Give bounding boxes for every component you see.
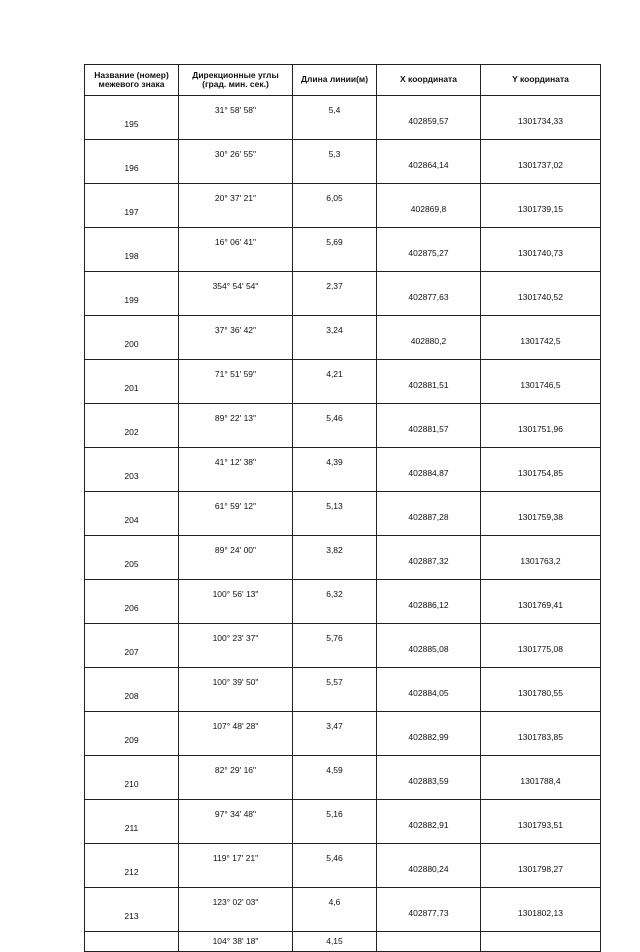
y-spacer bbox=[481, 800, 601, 821]
angle-spacer bbox=[179, 776, 293, 800]
point-row bbox=[85, 116, 601, 140]
direction-angle: 89° 24' 00" bbox=[179, 536, 293, 557]
point-spacer bbox=[85, 668, 179, 689]
point-row bbox=[85, 688, 601, 712]
angle-spacer bbox=[179, 556, 293, 580]
line-row bbox=[85, 844, 601, 865]
angle-spacer bbox=[179, 292, 293, 316]
header-y: Y координата bbox=[481, 65, 601, 96]
point-row bbox=[85, 776, 601, 800]
point-spacer bbox=[85, 756, 179, 777]
y-spacer bbox=[481, 712, 601, 733]
angle-spacer bbox=[179, 160, 293, 184]
y-coordinate: 1301783,85 bbox=[481, 732, 601, 756]
y-coordinate: 1301740,73 bbox=[481, 248, 601, 272]
y-spacer bbox=[481, 580, 601, 601]
point-row bbox=[85, 556, 601, 580]
x-spacer bbox=[377, 360, 481, 381]
x-spacer bbox=[377, 536, 481, 557]
y-spacer bbox=[481, 272, 601, 293]
point-name: 200 bbox=[85, 336, 179, 360]
line-length: 5,46 bbox=[293, 844, 377, 865]
line-length: 4,59 bbox=[293, 756, 377, 777]
angle-spacer bbox=[179, 820, 293, 844]
x-spacer bbox=[377, 316, 481, 337]
length-spacer bbox=[293, 908, 377, 932]
point-name: 197 bbox=[85, 204, 179, 228]
line-row bbox=[85, 96, 601, 117]
point-spacer bbox=[85, 800, 179, 821]
point-row bbox=[85, 864, 601, 888]
line-row bbox=[85, 800, 601, 821]
x-coordinate: 402877,73 bbox=[377, 908, 481, 932]
angle-spacer bbox=[179, 732, 293, 756]
angle-spacer bbox=[179, 468, 293, 492]
angle-spacer bbox=[179, 600, 293, 624]
point-row bbox=[85, 600, 601, 624]
y-spacer bbox=[481, 360, 601, 381]
x-spacer bbox=[377, 756, 481, 777]
line-row bbox=[85, 140, 601, 161]
point-name: 207 bbox=[85, 644, 179, 668]
line-row bbox=[85, 492, 601, 513]
angle-spacer bbox=[179, 908, 293, 932]
direction-angle: 31° 58' 58" bbox=[179, 96, 293, 117]
y-coordinate: 1301798,27 bbox=[481, 864, 601, 888]
y-spacer bbox=[481, 140, 601, 161]
point-name: 213 bbox=[85, 908, 179, 932]
length-spacer bbox=[293, 336, 377, 360]
y-spacer bbox=[481, 448, 601, 469]
point-row bbox=[85, 820, 601, 844]
line-length: 3,82 bbox=[293, 536, 377, 557]
point-spacer bbox=[85, 844, 179, 865]
length-spacer bbox=[293, 776, 377, 800]
y-coordinate: 1301763,2 bbox=[481, 556, 601, 580]
point-name: 195 bbox=[85, 116, 179, 140]
line-length: 6,32 bbox=[293, 580, 377, 601]
direction-angle: 41° 12' 38" bbox=[179, 448, 293, 469]
line-row bbox=[85, 448, 601, 469]
point-spacer bbox=[85, 448, 179, 469]
line-length: 3,24 bbox=[293, 316, 377, 337]
point-row bbox=[85, 424, 601, 448]
x-coordinate: 402880,24 bbox=[377, 864, 481, 888]
point-spacer bbox=[85, 624, 179, 645]
line-length: 5,46 bbox=[293, 404, 377, 425]
point-name: 205 bbox=[85, 556, 179, 580]
x-coordinate: 402887,28 bbox=[377, 512, 481, 536]
angle-spacer bbox=[179, 864, 293, 888]
direction-angle: 20° 37' 21" bbox=[179, 184, 293, 205]
x-coordinate: 402864,14 bbox=[377, 160, 481, 184]
length-spacer bbox=[293, 116, 377, 140]
line-length: 4,39 bbox=[293, 448, 377, 469]
length-spacer bbox=[293, 644, 377, 668]
line-length: 4,21 bbox=[293, 360, 377, 381]
point-name: 202 bbox=[85, 424, 179, 448]
point-row bbox=[85, 512, 601, 536]
y-spacer bbox=[481, 492, 601, 513]
angle-spacer bbox=[179, 116, 293, 140]
y-coordinate: 1301793,51 bbox=[481, 820, 601, 844]
point-spacer bbox=[85, 316, 179, 337]
line-length: 5,69 bbox=[293, 228, 377, 249]
y-spacer bbox=[481, 624, 601, 645]
x-spacer bbox=[377, 184, 481, 205]
direction-angle: 107° 48' 28" bbox=[179, 712, 293, 733]
y-spacer bbox=[481, 184, 601, 205]
point-name: 208 bbox=[85, 688, 179, 712]
y-coordinate: 1301740,52 bbox=[481, 292, 601, 316]
point-name: 212 bbox=[85, 864, 179, 888]
line-length: 6,05 bbox=[293, 184, 377, 205]
direction-angle: 97° 34' 48" bbox=[179, 800, 293, 821]
y-coordinate: 1301775,08 bbox=[481, 644, 601, 668]
x-coordinate: 402882,99 bbox=[377, 732, 481, 756]
x-coordinate: 402875,27 bbox=[377, 248, 481, 272]
x-coordinate: 402886,12 bbox=[377, 600, 481, 624]
line-row bbox=[85, 624, 601, 645]
point-spacer bbox=[85, 184, 179, 205]
y-coordinate: 1301751,96 bbox=[481, 424, 601, 448]
line-length: 4,6 bbox=[293, 888, 377, 909]
line-row bbox=[85, 360, 601, 381]
point-spacer bbox=[85, 140, 179, 161]
y-coordinate: 1301734,33 bbox=[481, 116, 601, 140]
point-row bbox=[85, 248, 601, 272]
header-length: Длина линии(м) bbox=[293, 65, 377, 96]
angle-spacer bbox=[179, 248, 293, 272]
point-spacer bbox=[85, 536, 179, 557]
header-angles: Дирекционные углы (град. мин. сек.) bbox=[179, 65, 293, 96]
x-spacer bbox=[377, 448, 481, 469]
header-name: Название (номер) межевого знака bbox=[85, 65, 179, 96]
line-length: 3,47 bbox=[293, 712, 377, 733]
y-coordinate: 1301739,15 bbox=[481, 204, 601, 228]
point-row bbox=[85, 468, 601, 492]
point-spacer bbox=[85, 228, 179, 249]
x-coordinate: 402881,57 bbox=[377, 424, 481, 448]
line-row bbox=[85, 536, 601, 557]
direction-angle: 37° 36' 42" bbox=[179, 316, 293, 337]
y-coordinate: 1301780,55 bbox=[481, 688, 601, 712]
line-length: 5,57 bbox=[293, 668, 377, 689]
line-length: 2,37 bbox=[293, 272, 377, 293]
point-name: 211 bbox=[85, 820, 179, 844]
y-spacer bbox=[481, 228, 601, 249]
x-spacer bbox=[377, 932, 481, 952]
line-length: 5,76 bbox=[293, 624, 377, 645]
y-coordinate: 1301802,13 bbox=[481, 908, 601, 932]
length-spacer bbox=[293, 556, 377, 580]
angle-spacer bbox=[179, 380, 293, 404]
x-coordinate: 402883,59 bbox=[377, 776, 481, 800]
angle-spacer bbox=[179, 424, 293, 448]
x-spacer bbox=[377, 492, 481, 513]
length-spacer bbox=[293, 292, 377, 316]
x-spacer bbox=[377, 844, 481, 865]
y-coordinate: 1301769,41 bbox=[481, 600, 601, 624]
y-coordinate: 1301742,5 bbox=[481, 336, 601, 360]
header-x: X координата bbox=[377, 65, 481, 96]
point-name: 209 bbox=[85, 732, 179, 756]
point-name: 196 bbox=[85, 160, 179, 184]
direction-angle: 71° 51' 59" bbox=[179, 360, 293, 381]
y-coordinate: 1301737,02 bbox=[481, 160, 601, 184]
x-spacer bbox=[377, 96, 481, 117]
x-spacer bbox=[377, 668, 481, 689]
y-coordinate: 1301754,85 bbox=[481, 468, 601, 492]
x-coordinate: 402887,32 bbox=[377, 556, 481, 580]
angle-spacer bbox=[179, 688, 293, 712]
y-spacer bbox=[481, 668, 601, 689]
x-spacer bbox=[377, 712, 481, 733]
angle-spacer bbox=[179, 644, 293, 668]
point-spacer bbox=[85, 492, 179, 513]
x-coordinate: 402881,51 bbox=[377, 380, 481, 404]
angle-spacer bbox=[179, 204, 293, 228]
table-body bbox=[85, 96, 601, 952]
line-row bbox=[85, 272, 601, 293]
length-spacer bbox=[293, 424, 377, 448]
direction-angle: 100° 56' 13" bbox=[179, 580, 293, 601]
line-length: 5,4 bbox=[293, 96, 377, 117]
x-spacer bbox=[377, 624, 481, 645]
line-row bbox=[85, 228, 601, 249]
point-spacer bbox=[85, 712, 179, 733]
y-spacer bbox=[481, 96, 601, 117]
length-spacer bbox=[293, 380, 377, 404]
x-coordinate: 402885,08 bbox=[377, 644, 481, 668]
x-spacer bbox=[377, 228, 481, 249]
point-spacer bbox=[85, 404, 179, 425]
line-length: 5,16 bbox=[293, 800, 377, 821]
length-spacer bbox=[293, 512, 377, 536]
direction-angle: 16° 06' 41" bbox=[179, 228, 293, 249]
point-row bbox=[85, 380, 601, 404]
line-row bbox=[85, 404, 601, 425]
direction-angle: 100° 39' 50" bbox=[179, 668, 293, 689]
point-row bbox=[85, 908, 601, 932]
angle-spacer bbox=[179, 512, 293, 536]
y-coordinate: 1301788,4 bbox=[481, 776, 601, 800]
line-row bbox=[85, 712, 601, 733]
length-spacer bbox=[293, 732, 377, 756]
x-coordinate: 402882,91 bbox=[377, 820, 481, 844]
x-coordinate: 402884,87 bbox=[377, 468, 481, 492]
direction-angle: 354° 54' 54" bbox=[179, 272, 293, 293]
point-name: 210 bbox=[85, 776, 179, 800]
angle-spacer bbox=[179, 336, 293, 360]
x-coordinate: 402877,63 bbox=[377, 292, 481, 316]
line-length: 5,13 bbox=[293, 492, 377, 513]
x-coordinate: 402880,2 bbox=[377, 336, 481, 360]
point-name: 199 bbox=[85, 292, 179, 316]
point-spacer bbox=[85, 96, 179, 117]
direction-angle: 104° 38' 18" bbox=[179, 932, 293, 952]
length-spacer bbox=[293, 160, 377, 184]
x-spacer bbox=[377, 140, 481, 161]
direction-angle: 89° 22' 13" bbox=[179, 404, 293, 425]
y-spacer bbox=[481, 844, 601, 865]
point-name: 206 bbox=[85, 600, 179, 624]
length-spacer bbox=[293, 820, 377, 844]
point-spacer bbox=[85, 272, 179, 293]
coordinates-table bbox=[84, 64, 601, 952]
point-name: 204 bbox=[85, 512, 179, 536]
line-row bbox=[85, 580, 601, 601]
length-spacer bbox=[293, 468, 377, 492]
line-row bbox=[85, 316, 601, 337]
direction-angle: 123° 02' 03" bbox=[179, 888, 293, 909]
y-coordinate: 1301759,38 bbox=[481, 512, 601, 536]
point-row bbox=[85, 204, 601, 228]
point-row bbox=[85, 644, 601, 668]
point-row bbox=[85, 732, 601, 756]
y-spacer bbox=[481, 316, 601, 337]
line-length: 4,15 bbox=[293, 932, 377, 952]
length-spacer bbox=[293, 600, 377, 624]
direction-angle: 82° 29' 16" bbox=[179, 756, 293, 777]
y-coordinate: 1301746,5 bbox=[481, 380, 601, 404]
table-header-row bbox=[85, 65, 601, 96]
x-spacer bbox=[377, 404, 481, 425]
line-length: 5,3 bbox=[293, 140, 377, 161]
point-spacer bbox=[85, 360, 179, 381]
x-spacer bbox=[377, 580, 481, 601]
length-spacer bbox=[293, 204, 377, 228]
y-spacer bbox=[481, 932, 601, 952]
direction-angle: 100° 23' 37" bbox=[179, 624, 293, 645]
x-coordinate: 402869,8 bbox=[377, 204, 481, 228]
point-name: 198 bbox=[85, 248, 179, 272]
line-row bbox=[85, 668, 601, 689]
direction-angle: 30° 26' 55" bbox=[179, 140, 293, 161]
x-coordinate: 402884,05 bbox=[377, 688, 481, 712]
direction-angle: 119° 17' 21" bbox=[179, 844, 293, 865]
y-spacer bbox=[481, 536, 601, 557]
point-name: 201 bbox=[85, 380, 179, 404]
x-coordinate: 402859,57 bbox=[377, 116, 481, 140]
y-spacer bbox=[481, 404, 601, 425]
line-row bbox=[85, 184, 601, 205]
x-spacer bbox=[377, 800, 481, 821]
direction-angle: 61° 59' 12" bbox=[179, 492, 293, 513]
length-spacer bbox=[293, 864, 377, 888]
point-spacer bbox=[85, 580, 179, 601]
point-name: 203 bbox=[85, 468, 179, 492]
point-row bbox=[85, 160, 601, 184]
point-spacer bbox=[85, 932, 179, 952]
y-spacer bbox=[481, 756, 601, 777]
point-row bbox=[85, 292, 601, 316]
line-row bbox=[85, 932, 601, 952]
x-spacer bbox=[377, 272, 481, 293]
point-row bbox=[85, 336, 601, 360]
length-spacer bbox=[293, 688, 377, 712]
line-row bbox=[85, 756, 601, 777]
length-spacer bbox=[293, 248, 377, 272]
